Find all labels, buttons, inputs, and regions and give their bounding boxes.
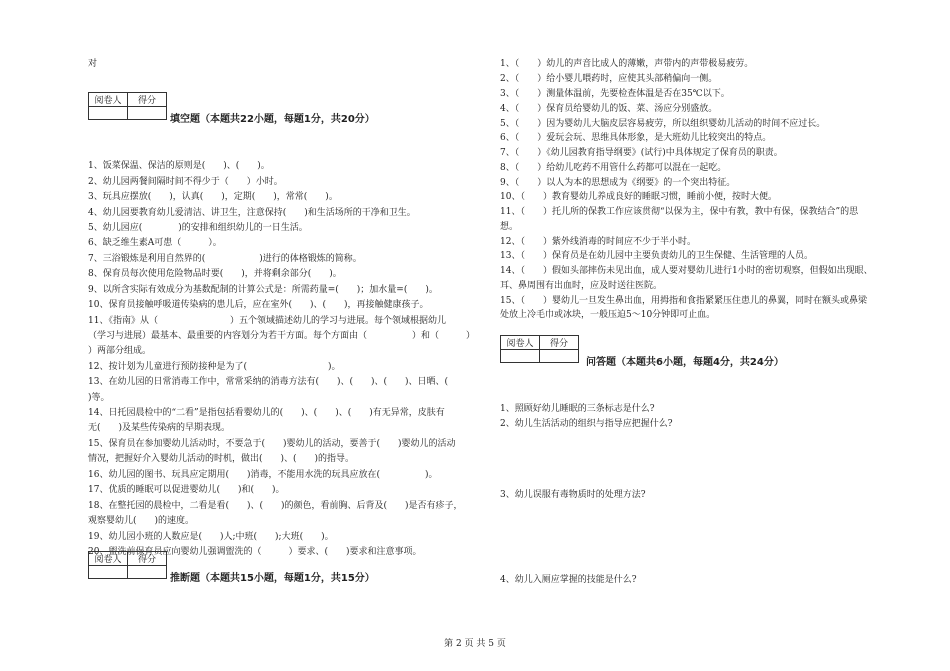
question-line: 1、照顾好幼儿睡眠的三条标志是什么?	[500, 404, 655, 414]
question-line: 耳、鼻周围有出血时，应及时送往医院。	[500, 281, 663, 291]
question-line: 2、（ ）给小婴儿喂药时，应使其头部稍偏向一侧。	[500, 74, 718, 84]
score-box-label-score: 得分	[128, 93, 167, 107]
score-box-fill-blank	[88, 92, 167, 120]
question-line: 11、（ ）托儿所的保教工作应该贯彻“以保为主，保中有教，教中有保，保教结合”的思	[500, 207, 859, 217]
question-line: 9、以所含实际有效成分为基数配制的计算公式是：所需药量=( )；加水量=( )。	[88, 285, 438, 295]
question-line: ）两部分组成。	[88, 346, 152, 356]
question-line: 10、（ ）教育婴幼儿养成良好的睡眠习惯，睡前小便，按时大便。	[500, 192, 777, 202]
question-line: （学习与进展）最基本、最重要的内容划分为若干方面。每个方面由（ ）和（ ）	[88, 331, 476, 341]
question-line: 处放上冷毛巾或冰块，一般压迫5～10分钟即可止血。	[500, 310, 716, 320]
question-line: 3、（ ）测量体温前，先要检查体温是否在35℃以下。	[500, 89, 730, 99]
question-line: 7、（ ）《幼儿园教育指导纲要》(试行)中具体规定了保育员的职责。	[500, 148, 783, 158]
question-line: 14、日托园晨检中的“二看”是指包括看婴幼儿的( )、( )、( )有无异常，皮肤有	[88, 408, 445, 418]
score-box-cell-grader[interactable]	[501, 350, 540, 363]
score-box-qa	[500, 335, 579, 363]
question-line: 8、保育员每次使用危险物品时要( )，并将剩余部分( )。	[88, 269, 342, 279]
page-number: 第 2 页 共 5 页	[444, 639, 506, 649]
question-line: 6、（ ）爱玩会玩、思维具体形象，是大班幼儿比较突出的特点。	[500, 133, 772, 143]
question-line: 20、盥洗前保育员应向婴幼儿强调盥洗的（ ）要求、( )要求和注意事项。	[88, 547, 422, 557]
question-line: 13、（ ）保育员是在幼儿园中主要负责幼儿的卫生保健、生活管理的人员。	[500, 251, 813, 261]
score-box-cell-grader[interactable]	[89, 107, 128, 120]
question-line: 无( )及某些传染病的早期表现。	[88, 423, 231, 433]
question-line: 6、缺乏维生素A可患（ ）。	[88, 238, 222, 248]
question-line: 12、（ ）紫外线消毒的时间应不少于半小时。	[500, 237, 696, 247]
question-line: 8、（ ）给幼儿吃药不用管什么药都可以混在一起吃。	[500, 163, 727, 173]
question-line: 4、（ ）保育员给婴幼儿的饭、菜、汤应分别盛放。	[500, 104, 718, 114]
section-title-judgment: 推断题（本题共15小题，每题1分，共15分）	[170, 573, 375, 584]
question-line: 16、幼儿园的图书、玩具应定期用( )消毒，不能用水洗的玩具应放在( )。	[88, 470, 438, 480]
score-box-label-score: 得分	[128, 552, 167, 566]
top-fragment: 对	[88, 59, 98, 69]
score-box-cell-score[interactable]	[128, 566, 167, 579]
question-line: 13、在幼儿园的日常消毒工作中，常常采纳的消毒方法有( )、( )、( )、日晒、(	[88, 377, 467, 387]
question-line: 3、幼儿误服有毒物质时的处理方法?	[500, 490, 646, 500]
score-box-label-grader: 阅卷人	[89, 552, 128, 566]
question-line: 14、（ ）假如头部摔伤未见出血，成人要对婴幼儿进行1小时的密切观察，但假如出现眼、	[500, 266, 873, 276]
question-line: 7、三浴锻炼是利用自然界的( )进行的体格锻炼的简称。	[88, 254, 362, 264]
question-line: 12、按计划为儿童进行预防接种是为了( )。	[88, 362, 341, 372]
question-line: 17、优质的睡眠可以促进婴幼儿( )和( )。	[88, 485, 285, 495]
score-box-judgment	[88, 551, 167, 579]
score-box-label-grader: 阅卷人	[501, 336, 540, 350]
section-title-qa: 问答题（本题共6小题，每题4分，共24分）	[586, 357, 784, 368]
question-line: 5、（ ）因为婴幼儿大脑皮层容易疲劳，所以组织婴幼儿活动的时间不应过长。	[500, 119, 826, 129]
question-line: 4、幼儿园要教育幼儿爱清洁、讲卫生，注意保持( )和生活场所的干净和卫生。	[88, 208, 416, 218]
question-line: 情况，把握好介入婴幼儿活动的时机，做出( )、( )的指导。	[88, 454, 355, 464]
question-line: 18、在整托园的晨检中，二看是看( )、( )的颜色，看前胸、后背及( )是否有疹子，	[88, 501, 463, 511]
question-line: 10、保育员接触呼吸道传染病的患儿后，应在室外( )、( )，再接触健康孩子。	[88, 300, 429, 310]
score-box-label-score: 得分	[540, 336, 579, 350]
question-line: 2、幼儿生活活动的组织与指导应把握什么?	[500, 419, 673, 429]
question-line: 2、幼儿园两餐间隔时间不得少于（ ）小时。	[88, 177, 283, 187]
question-line: 3、玩具应摆放( )，认真( )，定期( )，常常( )。	[88, 192, 338, 202]
question-line: 11、《指南》从（ ）五个领域描述幼儿的学习与进展。每个领域根据幼儿	[88, 316, 446, 326]
section-title-fill-blank: 填空题（本题共22小题，每题1分，共20分）	[170, 114, 375, 125]
score-box-label-grader: 阅卷人	[89, 93, 128, 107]
question-line: 想。	[500, 222, 519, 232]
question-line: 4、幼儿入厕应掌握的技能是什么?	[500, 575, 637, 585]
score-box-cell-score[interactable]	[540, 350, 579, 363]
question-line: 9、（ ）以人为本的思想成为《纲要》的一个突出特征。	[500, 178, 736, 188]
question-line: 1、饭菜保温、保洁的原则是( )、( )。	[88, 161, 270, 171]
question-line: 观察婴幼儿( )的速度。	[88, 516, 195, 526]
score-box-cell-score[interactable]	[128, 107, 167, 120]
question-line: )等。	[88, 393, 110, 403]
question-line: 19、幼儿园小班的人数应是( )人;中班( );大班( )。	[88, 532, 334, 542]
question-line: 15、保育员在参加婴幼儿活动时，不要急于( )婴幼儿的活动，要善于( )婴幼儿的活动	[88, 439, 456, 449]
question-line: 15、（ ）婴幼儿一旦发生鼻出血，用拇指和食指紧紧压住患儿的鼻翼，同时在额头或鼻梁	[500, 296, 867, 306]
score-box-cell-grader[interactable]	[89, 566, 128, 579]
question-line: 5、幼儿园应( )的安排和组织幼儿的一日生活。	[88, 223, 308, 233]
question-line: 1、（ ）幼儿的声音比成人的薄嫩，声带内的声带极易疲劳。	[500, 59, 754, 69]
